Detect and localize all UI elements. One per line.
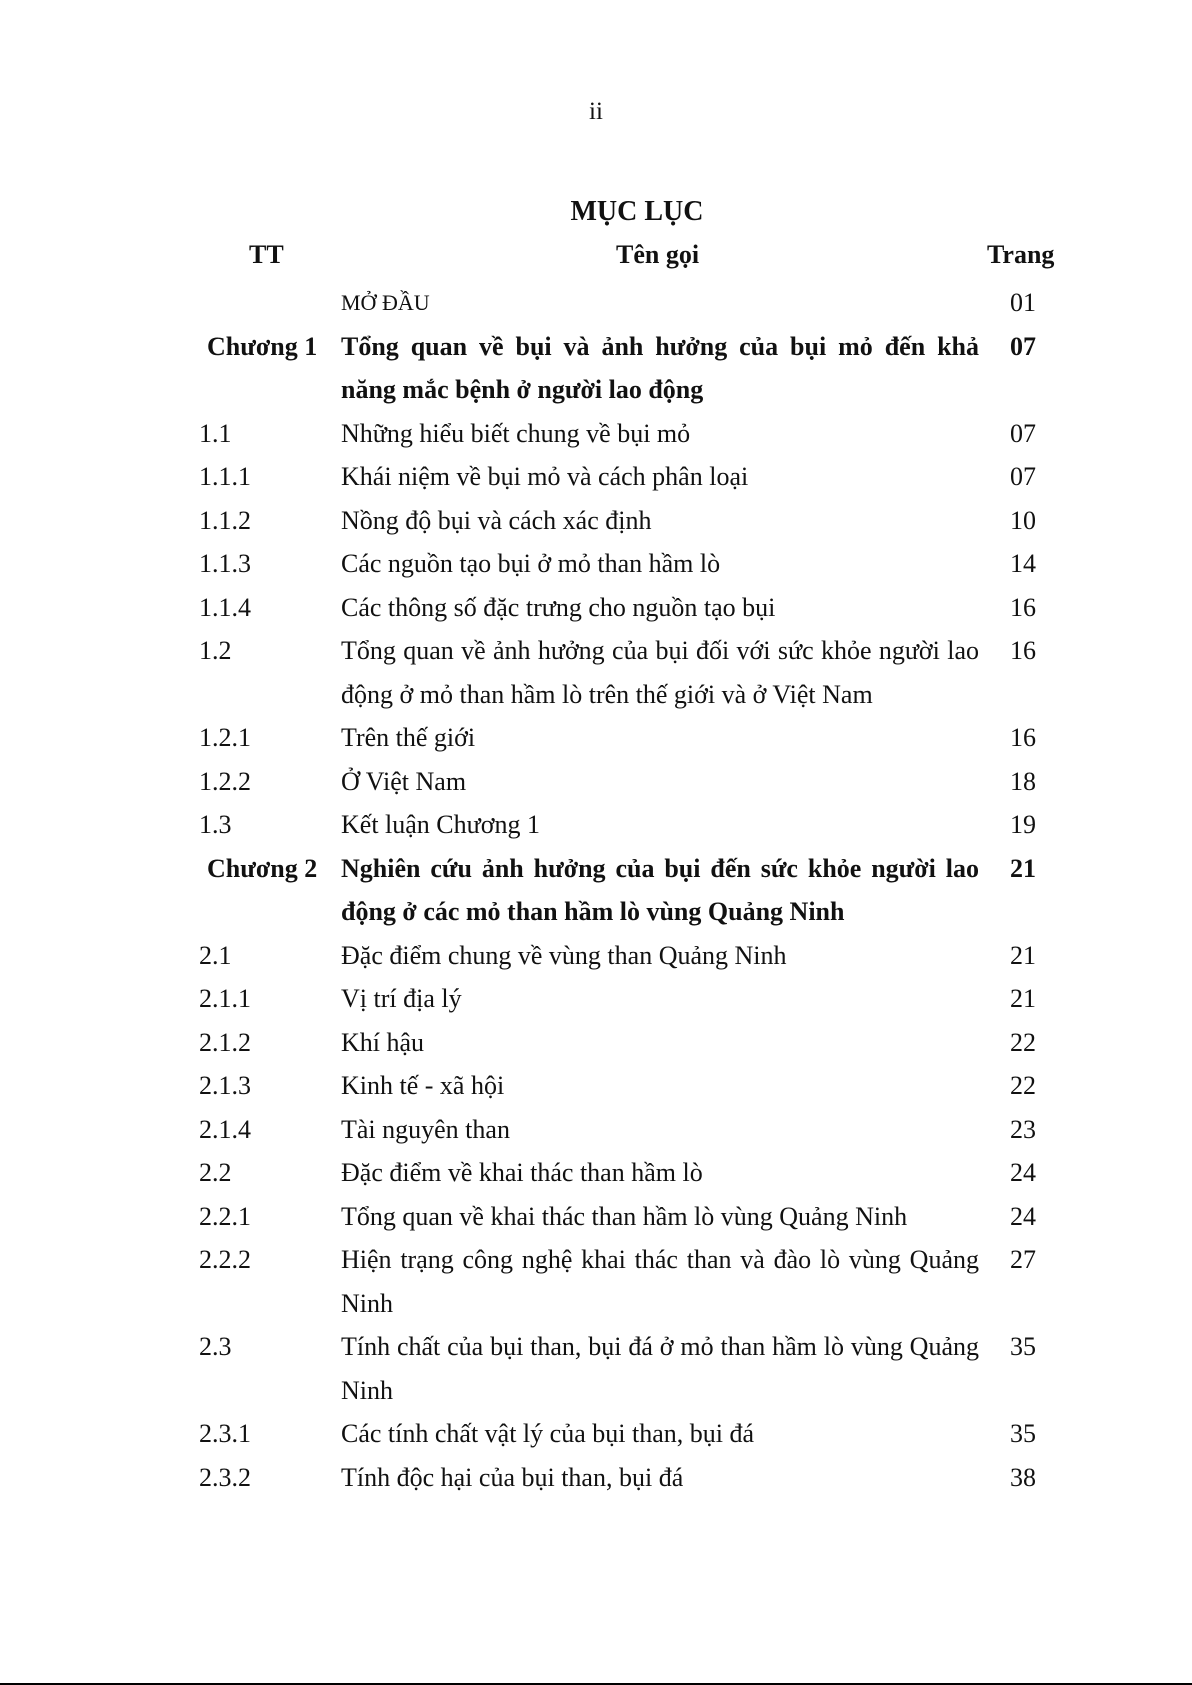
toc-entry-number: 2.3 <box>199 1332 232 1361</box>
toc-entry-number: 1.1.3 <box>199 549 251 578</box>
toc-entry-page: 07 <box>1010 331 1036 361</box>
toc-entry <box>0 1108 1192 1152</box>
toc-entry-title: MỞ ĐẦU <box>341 290 430 315</box>
toc-entry <box>0 586 1192 630</box>
toc-entry <box>0 629 1192 716</box>
toc-entry-page: 07 <box>1010 418 1036 448</box>
toc-entry-page: 16 <box>1010 636 1036 665</box>
toc-entry-title: Tài nguyên than <box>341 1114 510 1144</box>
toc-entry-title: Đặc điểm chung về vùng than Quảng Ninh <box>341 940 787 970</box>
toc-entry-number: 2.2.2 <box>199 1245 251 1274</box>
toc-entry-page: 22 <box>1010 1071 1036 1100</box>
toc-entry <box>0 1456 1192 1500</box>
toc-entry-page: 38 <box>1010 1462 1036 1492</box>
toc-entry-title: Những hiểu biết chung về bụi mỏ <box>341 418 691 448</box>
toc-entry-title: Nồng độ bụi và cách xác định <box>341 505 652 535</box>
toc-entry <box>0 803 1192 847</box>
toc-entry-number: 2.1.3 <box>199 1071 251 1100</box>
toc-entry-number: 2.1.1 <box>199 984 251 1013</box>
toc-entry-page: 24 <box>1010 1201 1036 1231</box>
toc-entry-title: Khái niệm về bụi mỏ và cách phân loại <box>341 462 749 491</box>
toc-entry <box>0 281 1192 325</box>
toc-entry-number: 2.2.1 <box>199 1201 251 1231</box>
toc-entry-number: 1.1.2 <box>199 505 251 535</box>
toc-entry-number: Chương 2 <box>207 853 318 883</box>
toc-entry <box>0 977 1192 1021</box>
toc-entry-number: 2.1.2 <box>199 1027 251 1057</box>
toc-entry <box>0 1325 1192 1412</box>
toc-entry <box>0 1238 1192 1325</box>
toc-entry-title: Tổng quan về khai thác than hầm lò vùng Quảng Ninh <box>341 1201 908 1231</box>
toc-entry-page: 18 <box>1010 766 1036 796</box>
toc-entry-page: 22 <box>1010 1027 1036 1057</box>
toc-entry-page: 10 <box>1010 505 1036 535</box>
toc-entry <box>0 1195 1192 1239</box>
toc-entry-page: 19 <box>1010 810 1036 839</box>
toc-entry <box>0 1151 1192 1195</box>
toc-entry <box>0 542 1192 586</box>
column-header-tt: TT <box>249 240 284 269</box>
toc-entry <box>0 1412 1192 1456</box>
toc-entry-title: Tổng quan về bụi và ảnh hưởng của bụi mỏ đến khả năng mắc bệnh ở người lao động <box>341 331 979 404</box>
toc-entry-number: 2.2 <box>199 1158 232 1187</box>
toc-entry-number: 1.3 <box>199 810 232 839</box>
toc-entry <box>0 1021 1192 1065</box>
page-number: ii <box>589 98 603 125</box>
toc-title: MỤC LỤC <box>570 196 704 227</box>
toc-entry-page: 07 <box>1010 462 1036 491</box>
toc-entry-page: 14 <box>1010 549 1036 578</box>
toc-entry-page: 35 <box>1010 1419 1036 1448</box>
toc-entry-title: Vị trí địa lý <box>341 984 462 1013</box>
toc-entry-title: Các tính chất vật lý của bụi than, bụi đá <box>341 1419 754 1448</box>
toc-entry-page: 23 <box>1010 1114 1036 1144</box>
toc-entry-title: Tính độc hại của bụi than, bụi đá <box>341 1462 684 1492</box>
toc-entry-title: Các thông số đặc trưng cho nguồn tạo bụi <box>341 592 776 622</box>
toc-entry-number: 1.1.1 <box>199 462 251 491</box>
toc-entry-title: Ở Việt Nam <box>341 766 467 796</box>
toc-entry-number: 2.3.2 <box>199 1462 251 1492</box>
toc-entry-title: Hiện trạng công nghệ khai thác than và đào lò vùng Quảng Ninh <box>341 1245 979 1318</box>
toc-entry <box>0 1064 1192 1108</box>
toc-entry-title: Các nguồn tạo bụi ở mỏ than hầm lò <box>341 549 721 578</box>
toc-entry-number: 2.1.4 <box>199 1114 251 1144</box>
toc-entry-page: 01 <box>1010 288 1036 317</box>
toc-entry-page: 24 <box>1010 1158 1036 1187</box>
toc-entry-page: 16 <box>1010 723 1036 752</box>
toc-entry-title: Kinh tế - xã hội <box>341 1071 505 1100</box>
toc-entry-title: Khí hậu <box>341 1027 425 1057</box>
toc-entry <box>0 455 1192 499</box>
table-of-contents <box>0 281 1192 1499</box>
toc-entry-number: 2.1 <box>199 940 232 970</box>
toc-entry-title: Đặc điểm về khai thác than hầm lò <box>341 1158 703 1187</box>
toc-entry <box>0 716 1192 760</box>
toc-entry-number: 1.2 <box>199 636 232 665</box>
toc-entry-title: Tổng quan về ảnh hưởng của bụi đối với sức khỏe người lao động ở mỏ than hầm lò trên thế giới và ở Việt Nam <box>341 636 979 709</box>
toc-entry-number: 1.2.1 <box>199 723 251 752</box>
toc-entry-page: 16 <box>1010 592 1036 622</box>
column-header-page: Trang <box>987 240 1055 269</box>
toc-entry-number: 1.1.4 <box>199 592 251 622</box>
toc-entry <box>0 760 1192 804</box>
toc-entry-page: 35 <box>1010 1332 1036 1361</box>
toc-entry <box>0 934 1192 978</box>
toc-entry <box>0 847 1192 934</box>
toc-entry-number: 1.1 <box>199 418 232 448</box>
toc-entry-page: 21 <box>1010 853 1036 883</box>
toc-entry-title: Trên thế giới <box>341 723 476 752</box>
toc-entry-page: 21 <box>1010 984 1036 1013</box>
toc-entry-page: 21 <box>1010 940 1036 970</box>
toc-entry-number: 2.3.1 <box>199 1419 251 1448</box>
toc-entry <box>0 325 1192 412</box>
toc-entry-title: Tính chất của bụi than, bụi đá ở mỏ than hầm lò vùng Quảng Ninh <box>341 1332 979 1405</box>
toc-entry-title: Kết luận Chương 1 <box>341 810 540 839</box>
toc-entry <box>0 412 1192 456</box>
toc-entry-number: Chương 1 <box>207 331 318 361</box>
toc-entry-number: 1.2.2 <box>199 766 251 796</box>
column-header-name: Tên gọi <box>616 240 700 269</box>
toc-entry-title: Nghiên cứu ảnh hưởng của bụi đến sức khỏe người lao động ở các mỏ than hầm lò vùng Quảng Ninh <box>341 853 979 926</box>
toc-entry-page: 27 <box>1010 1245 1036 1274</box>
toc-entry <box>0 499 1192 543</box>
